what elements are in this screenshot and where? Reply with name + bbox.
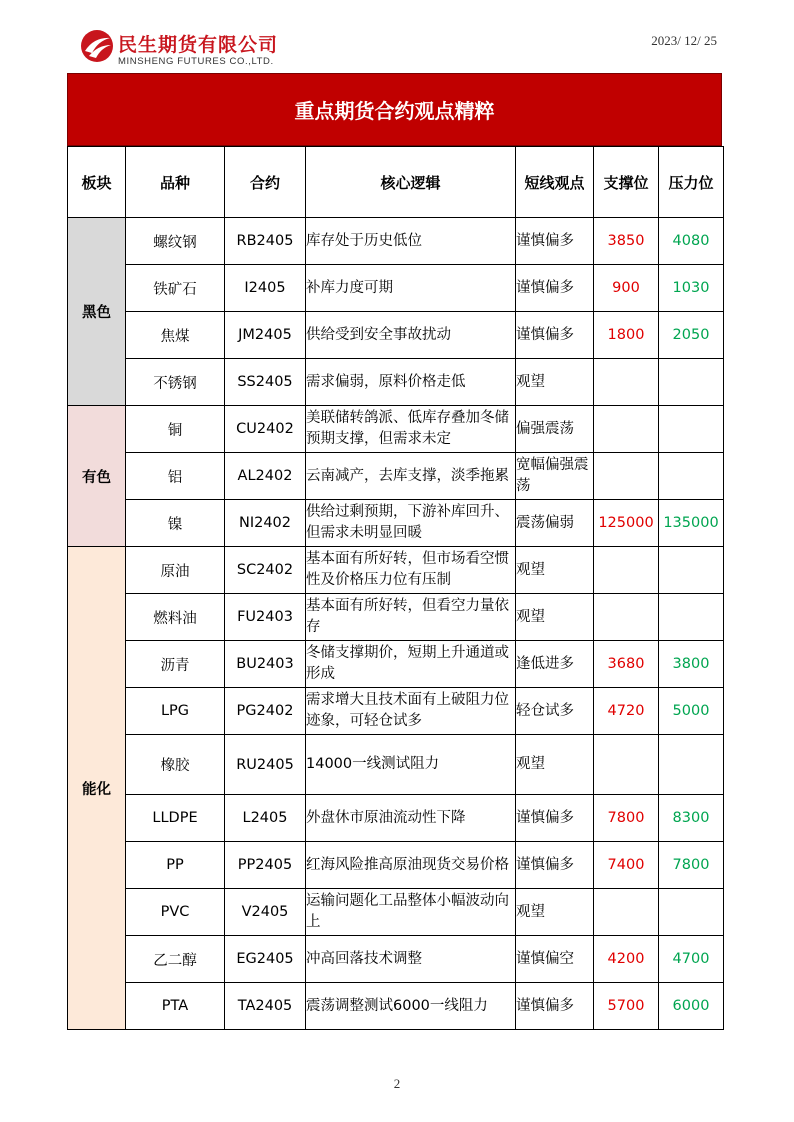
- view-cell: 偏强震荡: [516, 406, 594, 453]
- support-cell: [594, 547, 659, 594]
- view-cell: 震荡偏弱: [516, 500, 594, 547]
- page-number: 2: [393, 1076, 401, 1091]
- view-cell: 谨慎偏多: [516, 265, 594, 312]
- contract-cell: NI2402: [225, 500, 306, 547]
- variety-cell: 铁矿石: [126, 265, 225, 312]
- resistance-cell: 4700: [659, 936, 724, 983]
- support-cell: [594, 406, 659, 453]
- contract-cell: AL2402: [225, 453, 306, 500]
- variety-cell: 不锈钢: [126, 359, 225, 406]
- view-cell: 观望: [516, 359, 594, 406]
- support-cell: 3850: [594, 218, 659, 265]
- view-cell: 宽幅偏强震荡: [516, 453, 594, 500]
- resistance-cell: 2050: [659, 312, 724, 359]
- contract-cell: FU2403: [225, 594, 306, 641]
- logic-cell: 14000一线测试阻力: [306, 735, 516, 795]
- variety-cell: PVC: [126, 889, 225, 936]
- variety-cell: 橡胶: [126, 735, 225, 795]
- contract-cell: PP2405: [225, 842, 306, 889]
- logic-cell: 外盘休市原油流动性下降: [306, 795, 516, 842]
- resistance-cell: 8300: [659, 795, 724, 842]
- contract-cell: SS2405: [225, 359, 306, 406]
- logic-cell: 震荡调整测试6000一线阻力: [306, 983, 516, 1030]
- table-row: [68, 641, 724, 688]
- view-cell: 观望: [516, 594, 594, 641]
- variety-cell: 乙二醇: [126, 936, 225, 983]
- table-row: [68, 889, 724, 936]
- view-cell: 观望: [516, 735, 594, 795]
- resistance-cell: 135000: [659, 500, 724, 547]
- contract-cell: EG2405: [225, 936, 306, 983]
- column-header-support: 支撑位: [594, 147, 659, 218]
- resistance-cell: 3800: [659, 641, 724, 688]
- logic-cell: 需求增大且技术面有上破阻力位迹象，可轻仓试多: [306, 688, 516, 735]
- resistance-cell: [659, 359, 724, 406]
- table-row: [68, 453, 724, 500]
- support-cell: 125000: [594, 500, 659, 547]
- company-name-cn: 民生期货有限公司: [118, 34, 279, 56]
- contract-cell: RU2405: [225, 735, 306, 795]
- view-cell: 观望: [516, 889, 594, 936]
- table-header-row: [68, 147, 724, 218]
- view-cell: 谨慎偏多: [516, 795, 594, 842]
- futures-views-table: [67, 146, 724, 1030]
- table-row: [68, 983, 724, 1030]
- logic-cell: 补库力度可期: [306, 265, 516, 312]
- contract-cell: BU2403: [225, 641, 306, 688]
- table-row: [68, 265, 724, 312]
- logic-cell: 云南减产，去库支撑，淡季拖累: [306, 453, 516, 500]
- logic-cell: 供给过剩预期，下游补库回升、但需求未明显回暖: [306, 500, 516, 547]
- resistance-cell: [659, 735, 724, 795]
- support-cell: 7800: [594, 795, 659, 842]
- table-row: [68, 359, 724, 406]
- table-row: [68, 547, 724, 594]
- table-row: [68, 688, 724, 735]
- view-cell: 谨慎偏多: [516, 983, 594, 1030]
- variety-cell: PTA: [126, 983, 225, 1030]
- logic-cell: 基本面有所好转，但看空力量依存: [306, 594, 516, 641]
- column-header-resistance: 压力位: [659, 147, 724, 218]
- view-cell: 谨慎偏空: [516, 936, 594, 983]
- support-cell: 5700: [594, 983, 659, 1030]
- table-row: [68, 500, 724, 547]
- contract-cell: V2405: [225, 889, 306, 936]
- support-cell: 900: [594, 265, 659, 312]
- contract-cell: I2405: [225, 265, 306, 312]
- logic-cell: 需求偏弱，原料价格走低: [306, 359, 516, 406]
- resistance-cell: 5000: [659, 688, 724, 735]
- report-date: 2023/ 12/ 25: [651, 33, 717, 48]
- contract-cell: CU2402: [225, 406, 306, 453]
- view-cell: 谨慎偏多: [516, 312, 594, 359]
- variety-cell: 镍: [126, 500, 225, 547]
- company-logo: [80, 29, 320, 71]
- table-row: [68, 312, 724, 359]
- variety-cell: LLDPE: [126, 795, 225, 842]
- column-header-sector: 板块: [68, 147, 126, 218]
- support-cell: 1800: [594, 312, 659, 359]
- resistance-cell: 1030: [659, 265, 724, 312]
- contract-cell: SC2402: [225, 547, 306, 594]
- variety-cell: 焦煤: [126, 312, 225, 359]
- table-row: [68, 735, 724, 795]
- support-cell: [594, 889, 659, 936]
- support-cell: 7400: [594, 842, 659, 889]
- support-cell: 4720: [594, 688, 659, 735]
- column-header-view: 短线观点: [516, 147, 594, 218]
- contract-cell: PG2402: [225, 688, 306, 735]
- support-cell: [594, 453, 659, 500]
- contract-cell: RB2405: [225, 218, 306, 265]
- support-cell: 4200: [594, 936, 659, 983]
- table-row: [68, 594, 724, 641]
- table-title: 重点期货合约观点精粹: [67, 73, 722, 146]
- table-row: [68, 936, 724, 983]
- support-cell: [594, 359, 659, 406]
- resistance-cell: [659, 889, 724, 936]
- view-cell: 逢低进多: [516, 641, 594, 688]
- logic-cell: 供给受到安全事故扰动: [306, 312, 516, 359]
- variety-cell: 沥青: [126, 641, 225, 688]
- resistance-cell: 7800: [659, 842, 724, 889]
- variety-cell: PP: [126, 842, 225, 889]
- table-row: [68, 218, 724, 265]
- support-cell: [594, 594, 659, 641]
- sector-energy-chemicals: 能化: [68, 547, 126, 1030]
- view-cell: 谨慎偏多: [516, 842, 594, 889]
- resistance-cell: [659, 453, 724, 500]
- resistance-cell: 6000: [659, 983, 724, 1030]
- logic-cell: 美联储转鸽派、低库存叠加冬储预期支撑，但需求未定: [306, 406, 516, 453]
- column-header-contract: 合约: [225, 147, 306, 218]
- variety-cell: 燃料油: [126, 594, 225, 641]
- sector-black: 黑色: [68, 218, 126, 406]
- contract-cell: L2405: [225, 795, 306, 842]
- resistance-cell: [659, 594, 724, 641]
- logic-cell: 基本面有所好转，但市场看空惯性及价格压力位有压制: [306, 547, 516, 594]
- logic-cell: 红海风险推高原油现货交易价格: [306, 842, 516, 889]
- variety-cell: 螺纹钢: [126, 218, 225, 265]
- view-cell: 谨慎偏多: [516, 218, 594, 265]
- resistance-cell: 4080: [659, 218, 724, 265]
- logic-cell: 运输问题化工品整体小幅波动向上: [306, 889, 516, 936]
- view-cell: 观望: [516, 547, 594, 594]
- column-header-variety: 品种: [126, 147, 225, 218]
- column-header-logic: 核心逻辑: [306, 147, 516, 218]
- table-row: [68, 842, 724, 889]
- company-name-en: MINSHENG FUTURES CO.,LTD.: [118, 56, 274, 67]
- contract-cell: TA2405: [225, 983, 306, 1030]
- minsheng-logo-icon: [80, 29, 114, 63]
- table-row: [68, 406, 724, 453]
- resistance-cell: [659, 547, 724, 594]
- variety-cell: 原油: [126, 547, 225, 594]
- logic-cell: 冬储支撑期价，短期上升通道或形成: [306, 641, 516, 688]
- logic-cell: 冲高回落技术调整: [306, 936, 516, 983]
- resistance-cell: [659, 406, 724, 453]
- contract-cell: JM2405: [225, 312, 306, 359]
- variety-cell: LPG: [126, 688, 225, 735]
- variety-cell: 铜: [126, 406, 225, 453]
- table-row: [68, 795, 724, 842]
- view-cell: 轻仓试多: [516, 688, 594, 735]
- logic-cell: 库存处于历史低位: [306, 218, 516, 265]
- support-cell: [594, 735, 659, 795]
- variety-cell: 铝: [126, 453, 225, 500]
- support-cell: 3680: [594, 641, 659, 688]
- sector-nonferrous: 有色: [68, 406, 126, 547]
